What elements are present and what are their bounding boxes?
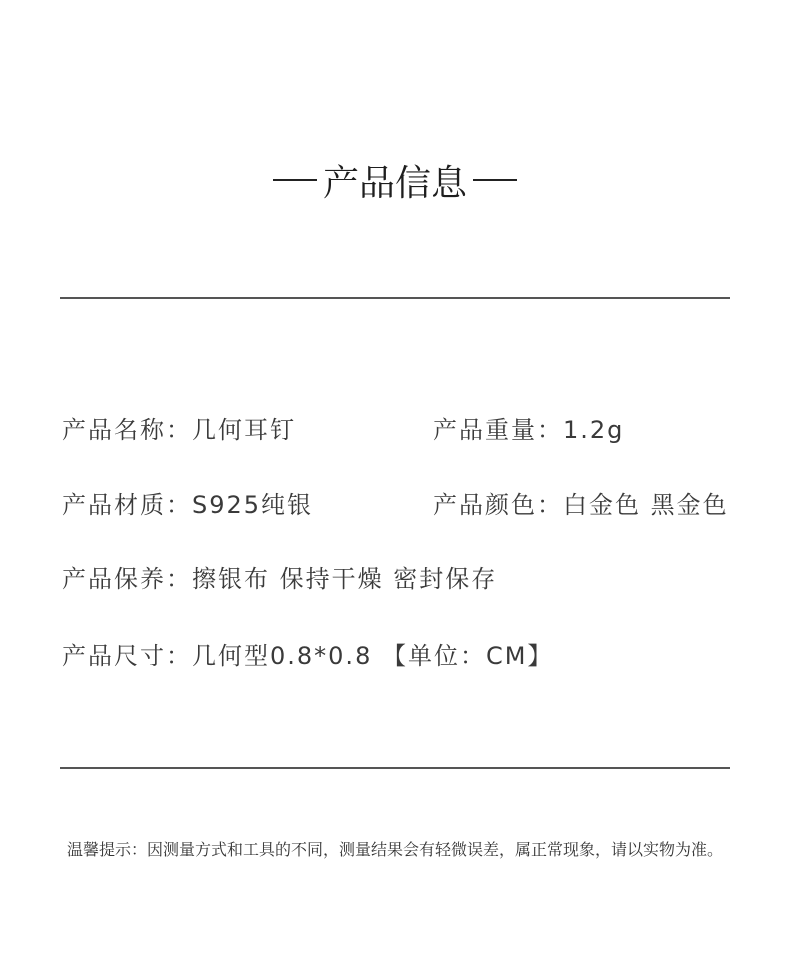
spec-care: 产品保养：擦银布 保持干燥 密封保存 xyxy=(62,565,498,593)
spec-material: 产品材质：S925纯银 xyxy=(62,491,314,519)
bottom-divider xyxy=(60,767,730,769)
spec-weight: 产品重量：1.2g xyxy=(433,416,625,444)
title-right-dash xyxy=(473,179,517,181)
spec-name: 产品名称：几何耳钉 xyxy=(62,416,296,444)
measurement-note: 温馨提示：因测量方式和工具的不同，测量结果会有轻微误差，属正常现象，请以实物为准。 xyxy=(66,840,723,859)
title-left-dash xyxy=(273,179,317,181)
top-divider xyxy=(60,297,730,299)
section-title-text: 产品信息 xyxy=(322,162,467,204)
spec-color: 产品颜色：白金色 黑金色 xyxy=(433,491,729,519)
section-title xyxy=(0,150,790,210)
spec-size: 产品尺寸：几何型0.8*0.8 【单位：CM】 xyxy=(62,642,554,670)
